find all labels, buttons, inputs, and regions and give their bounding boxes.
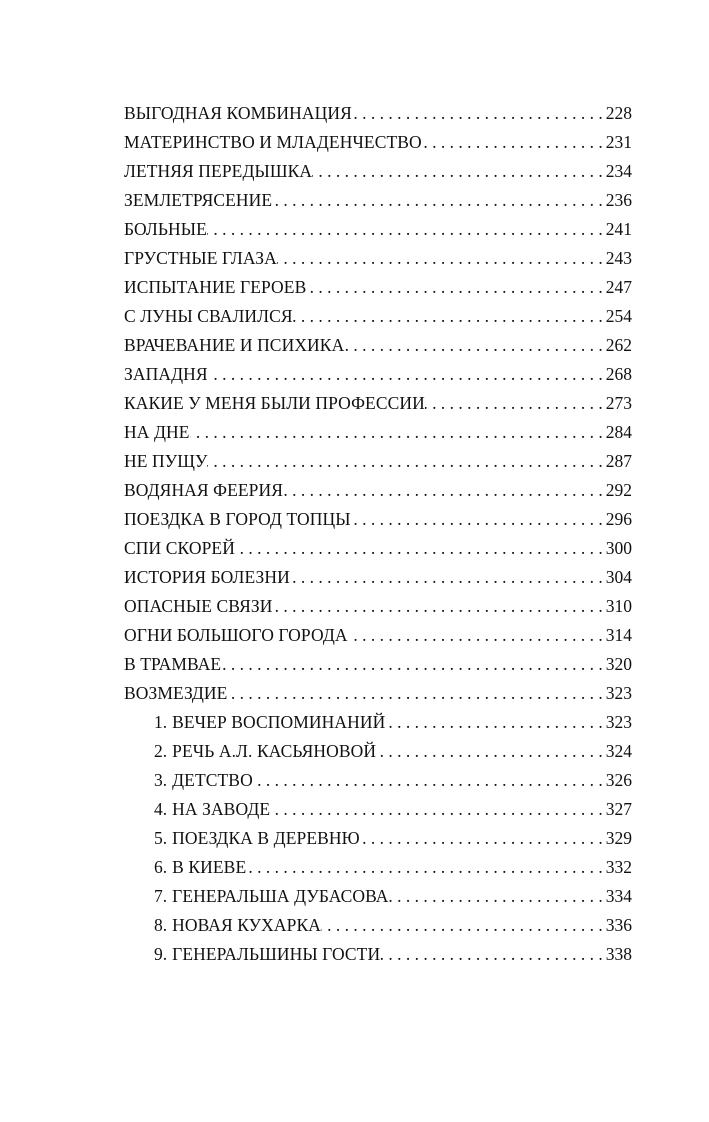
toc-entry-page: 284 [605,422,632,442]
toc-subentry-page: 327 [605,799,632,819]
toc-entry-title: БОЛЬНЫЕ [124,219,207,239]
dot-leader [351,505,606,534]
toc-entry-page: 310 [605,596,632,616]
dot-leader [352,99,606,128]
toc-entry [124,505,632,534]
toc-subentry [124,766,632,795]
toc-subentry-title: ГЕНЕРАЛЬШИНЫ ГОСТИ [172,944,381,964]
toc-entry [124,215,632,244]
toc-entry-page: 254 [605,306,632,326]
toc-entry [124,534,632,563]
toc-entry [124,563,632,592]
toc-entry [124,244,632,273]
dot-leader [235,534,606,563]
toc-subentry-title: ГЕНЕРАЛЬША ДУБАСОВА [172,886,389,906]
toc-entry [124,592,632,621]
toc-subentry [124,882,632,911]
dot-leader [227,679,605,708]
toc-entry [124,186,632,215]
toc-entry [124,128,632,157]
toc-subentry-title: НОВАЯ КУХАРКА [172,915,321,935]
toc-subentry [124,853,632,882]
dot-leader [312,157,606,186]
toc-entry-page: 228 [605,103,632,123]
toc-subentry [124,911,632,940]
toc-entry [124,302,632,331]
toc-entry-page: 241 [605,219,632,239]
toc-subentry-title: РЕЧЬ А.Л. КАСЬЯНОВОЙ [172,741,377,761]
toc-entry-title: ГРУСТНЫЕ ГЛАЗА [124,248,277,268]
toc-entry-page: 247 [605,277,632,297]
toc-subentry-number: 4. [154,799,168,819]
toc-entry-title: ВОДЯНАЯ ФЕЕРИЯ [124,480,284,500]
toc-entry-title: НЕ ПУЩУ [124,451,208,471]
toc-entry-title: ИСТОРИЯ БОЛЕЗНИ [124,567,290,587]
toc-subentry-title: ДЕТСТВО [172,770,253,790]
toc-entry-title: НА ДНЕ [124,422,190,442]
toc-subentry-title: В КИЕВЕ [172,857,247,877]
toc-subentry-number: 2. [154,741,168,761]
toc-subentry-title: НА ЗАВОДЕ [172,799,271,819]
toc-entry [124,476,632,505]
table-of-contents [124,99,632,969]
toc-entry-page: 231 [605,132,632,152]
toc-entry-title: ВОЗМЕЗДИЕ [124,683,228,703]
toc-subentry [124,708,632,737]
dot-leader [321,911,606,940]
dot-leader [376,737,606,766]
toc-entry-title: ЗЕМЛЕТРЯСЕНИЕ [124,190,273,210]
toc-subentry-page: 332 [605,857,632,877]
dot-leader [221,650,606,679]
toc-subentry-page: 329 [605,828,632,848]
toc-entry [124,273,632,302]
toc-entry [124,621,632,650]
toc-entry-page: 236 [605,190,632,210]
toc-subentry-number: 5. [154,828,168,848]
toc-subentry-number: 9. [154,944,168,964]
dot-leader [306,273,605,302]
toc-entry-title: КАКИЕ У МЕНЯ БЫЛИ ПРОФЕССИИ [124,393,425,413]
toc-entry-page: 292 [605,480,632,500]
toc-subentry-title: ВЕЧЕР ВОСПОМИНАНИЙ [172,712,386,732]
toc-entry-page: 304 [605,567,632,587]
dot-leader [207,447,605,476]
dot-leader [344,331,605,360]
dot-leader [385,708,605,737]
toc-subentry-page: 334 [605,886,632,906]
dot-leader [270,795,606,824]
toc-subentry-number: 1. [154,712,168,732]
toc-entry-page: 268 [605,364,632,384]
toc-subentry-page: 326 [605,770,632,790]
toc-subentry [124,940,632,969]
dot-leader [277,244,606,273]
dot-leader [208,360,606,389]
dot-leader [425,389,606,418]
dot-leader [246,853,606,882]
dot-leader [283,476,606,505]
toc-entry-page: 262 [605,335,632,355]
toc-subentry [124,824,632,853]
toc-entry-title: ЛЕТНЯЯ ПЕРЕДЫШКА [124,161,313,181]
toc-entry-page: 314 [605,625,632,645]
toc-entry-title: СПИ СКОРЕЙ [124,538,235,558]
toc-entry [124,157,632,186]
toc-subentry-page: 336 [605,915,632,935]
dot-leader [380,940,606,969]
toc-entry-title: ЗАПАДНЯ [124,364,208,384]
toc-subentry-title: ПОЕЗДКА В ДЕРЕВНЮ [172,828,360,848]
toc-entry-page: 300 [605,538,632,558]
toc-entry-title: ВЫГОДНАЯ КОМБИНАЦИЯ [124,103,352,123]
dot-leader [290,563,606,592]
toc-entry-title: С ЛУНЫ СВАЛИЛСЯ [124,306,293,326]
toc-subentry [124,737,632,766]
dot-leader [348,621,606,650]
toc-subentry-number: 7. [154,886,168,906]
toc-entry [124,99,632,128]
toc-subentry-number: 6. [154,857,168,877]
toc-entry-page: 273 [605,393,632,413]
toc-subentry-page: 323 [605,712,632,732]
toc-entry-title: ОГНИ БОЛЬШОГО ГОРОДА [124,625,348,645]
toc-entry-title: В ТРАМВАЕ [124,654,222,674]
toc-subentry-number: 3. [154,770,168,790]
toc-subentry-page: 338 [605,944,632,964]
toc-entry-title: ПОЕЗДКА В ГОРОД ТОПЦЫ [124,509,351,529]
toc-entry [124,418,632,447]
toc-entry [124,447,632,476]
dot-leader [190,418,606,447]
dot-leader [293,302,606,331]
toc-entry [124,331,632,360]
toc-entry-page: 296 [605,509,632,529]
toc-entry-title: ВРАЧЕВАНИЕ И ПСИХИКА [124,335,345,355]
toc-entry [124,650,632,679]
toc-entry [124,360,632,389]
dot-leader [253,766,606,795]
dot-leader [207,215,606,244]
toc-entry-page: 323 [605,683,632,703]
dot-leader [389,882,606,911]
toc-entry-page: 243 [605,248,632,268]
toc-subentry [124,795,632,824]
toc-entry [124,389,632,418]
toc-subentry-number: 8. [154,915,168,935]
toc-entry-page: 287 [605,451,632,471]
toc-subentry-page: 324 [605,741,632,761]
toc-entry [124,679,632,708]
toc-entry-title: МАТЕРИНСТВО И МЛАДЕНЧЕСТВО [124,132,422,152]
dot-leader [422,128,606,157]
dot-leader [360,824,606,853]
toc-entry-page: 320 [605,654,632,674]
toc-entry-title: ОПАСНЫЕ СВЯЗИ [124,596,273,616]
toc-entry-title: ИСПЫТАНИЕ ГЕРОЕВ [124,277,307,297]
toc-entry-page: 234 [605,161,632,181]
dot-leader [272,186,606,215]
dot-leader [273,592,606,621]
